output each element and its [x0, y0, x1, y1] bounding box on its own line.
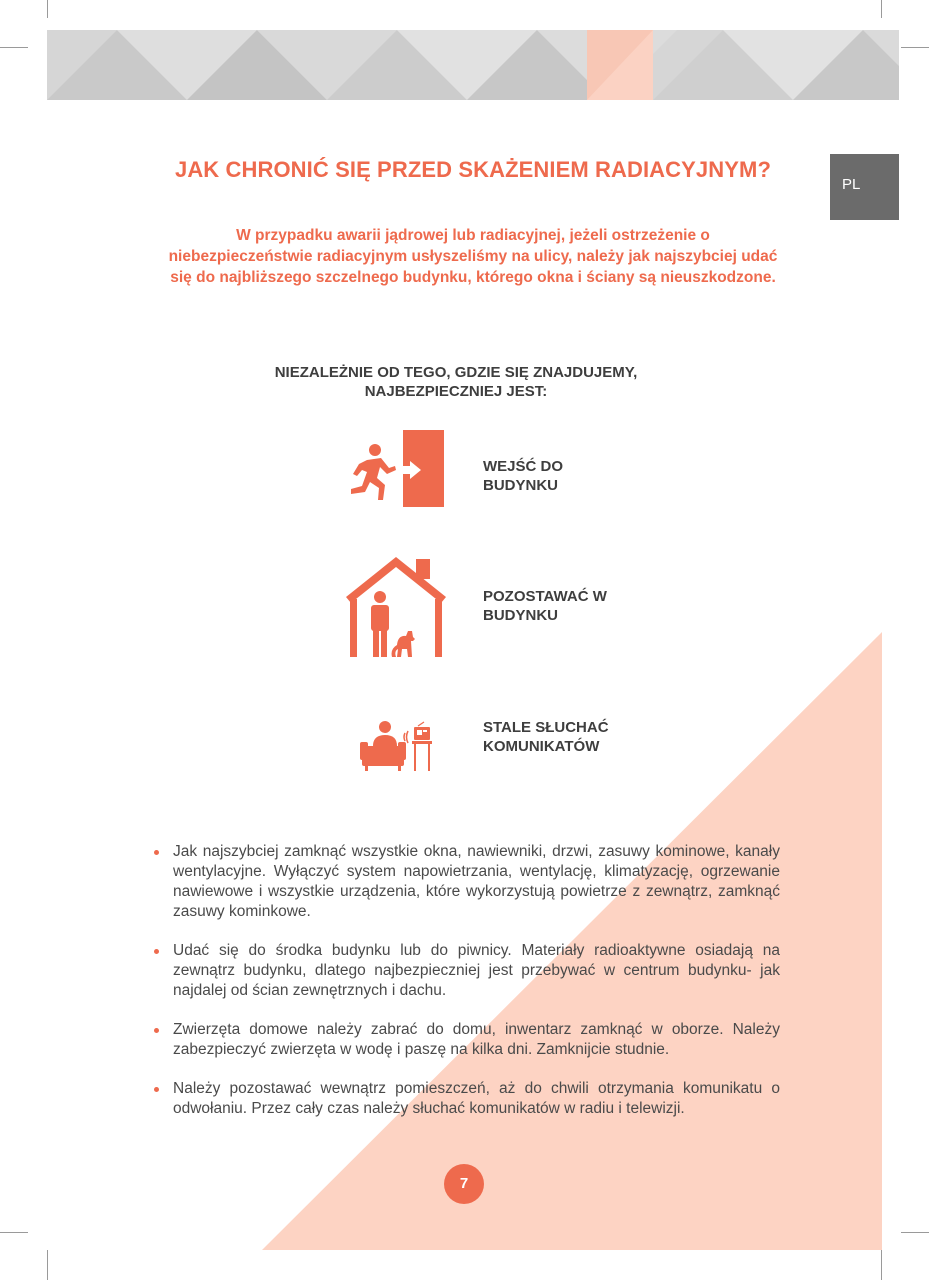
- intro-line: W przypadku awarii jądrowej lub radiacyjnej, jeżeli ostrzeżenie o: [236, 227, 710, 244]
- action-label-line: BUDYNKU: [483, 607, 558, 624]
- list-item: Zwierzęta domowe należy zabrać do domu, inwentarz zamknąć w oborze. Należy zabezpieczyć zwierzęta w wodę i paszę na kilka dni. Zamknijcie studnie.: [150, 1020, 780, 1060]
- running-to-door-icon: [345, 430, 445, 508]
- person-listening-radio-icon: [360, 716, 436, 772]
- language-tab[interactable]: PL: [830, 154, 899, 220]
- subheading-line: NIEZALEŻNIE OD TEGO, GDZIE SIĘ ZNAJDUJEMY,: [274, 364, 638, 381]
- subheading-line: NAJBEZPIECZNIEJ JEST:: [364, 383, 548, 400]
- action-label-line: KOMUNIKATÓW: [483, 738, 600, 755]
- intro-line: niebezpieczeństwie radiacyjnym usłyszeliśmy na ulicy, należy jak najszybciej udać: [168, 248, 778, 265]
- geometric-banner: [47, 30, 899, 100]
- house-with-person-and-dog-icon: [340, 553, 452, 659]
- page-number-badge: 7: [444, 1164, 484, 1204]
- action-label-line: STALE SŁUCHAĆ: [483, 719, 609, 736]
- list-item: Udać się do środka budynku lub do piwnicy. Materiały radioaktywne osiadają na zewnątrz budynku, dlatego najbezpieczniej jest przebywać w centrum budynku- jak najdalej od ścian zewnętrznych i dachu.: [150, 941, 780, 1001]
- list-item: Jak najszybciej zamknąć wszystkie okna, nawiewniki, drzwi, zasuwy kominowe, kanały wentylacyjne. Wyłączyć system napowietrzania, wentylację, klimatyzację, ogrzewanie nawiewowe i wszystkie urządzenia, które wykorzystują powietrze z zewnątrz, zamknąć zasuwy kominkowe.: [150, 842, 780, 922]
- action-label-line: WEJŚĆ DO: [483, 458, 564, 475]
- action-label-listen-announcements: [483, 718, 703, 756]
- list-item: Należy pozostawać wewnątrz pomieszczeń, aż do chwili otrzymania komunikatu o odwołaniu. Przez cały czas należy słuchać komunikatów w radiu i telewizji.: [150, 1079, 780, 1119]
- action-label-enter-building: [483, 457, 703, 495]
- instructions-list: [150, 842, 780, 1138]
- section-subheading: [200, 363, 712, 401]
- action-label-stay-in-building: [483, 587, 703, 625]
- intro-paragraph: [120, 225, 826, 288]
- intro-line: się do najbliższego szczelnego budynku, którego okna i ściany są nieuszkodzone.: [170, 269, 776, 286]
- action-label-line: BUDYNKU: [483, 477, 558, 494]
- action-label-line: POZOSTAWAĆ W: [483, 588, 607, 605]
- page-title: JAK CHRONIĆ SIĘ PRZED SKAŻENIEM RADIACYJNYM?: [174, 157, 771, 182]
